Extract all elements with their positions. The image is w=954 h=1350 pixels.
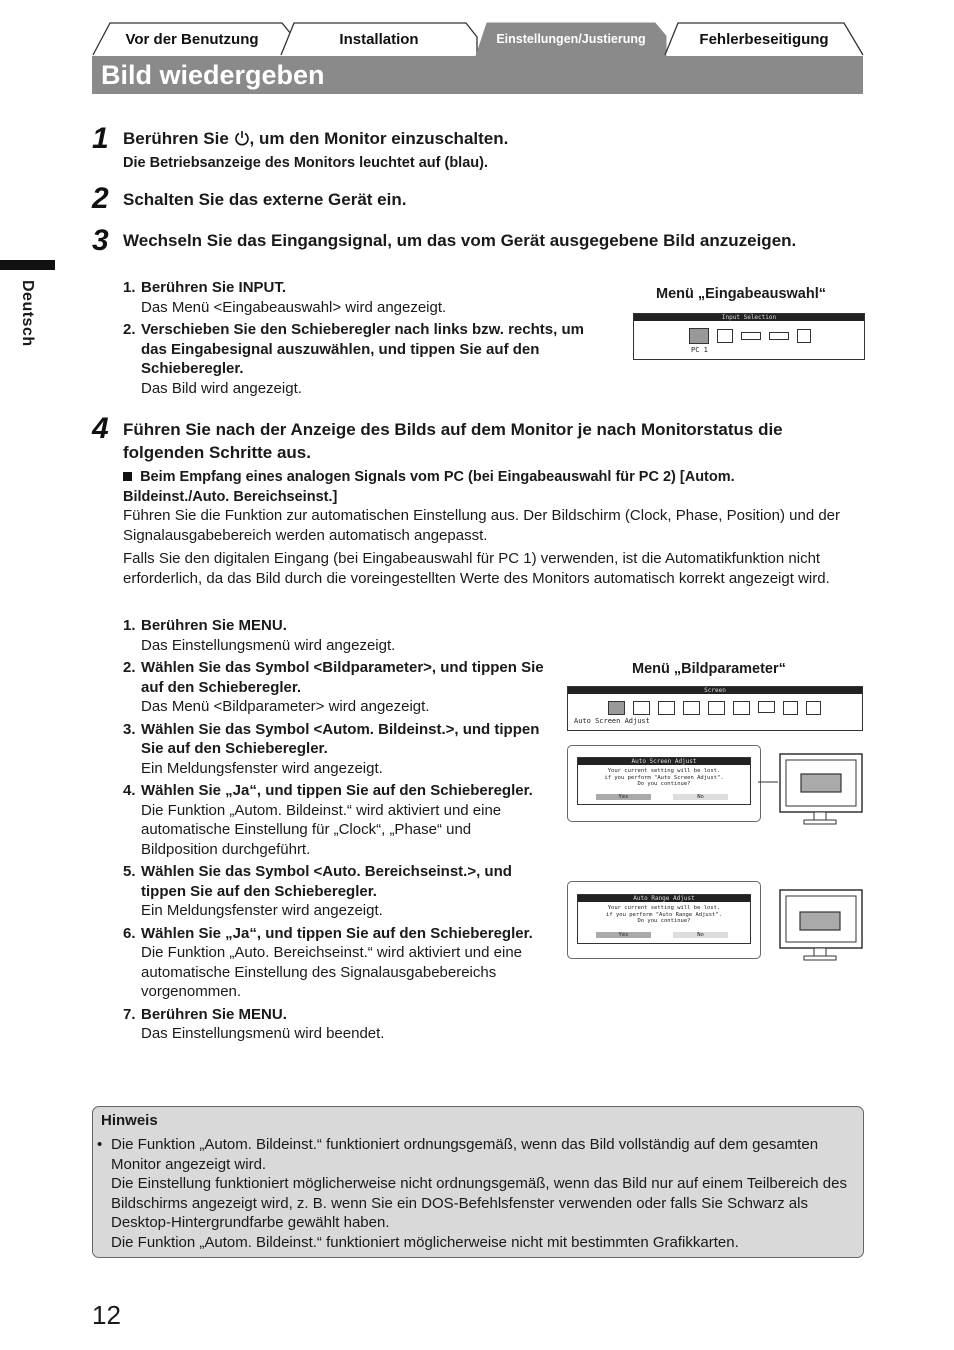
section-tabs [92, 22, 864, 56]
list-item: 2. Wählen Sie das Symbol <Bildparameter>, und tippen Sie auf den Schieberegler. Das Menü <Bildparameter> wird angezeigt. [123, 659, 544, 715]
position-icon [708, 701, 725, 715]
step-number: 4 [92, 412, 109, 445]
step1-heading-post: , um den Monitor einzuschalten. [249, 129, 509, 148]
language-label: Deutsch [19, 280, 36, 347]
title-banner [92, 56, 863, 94]
pc2-icon [717, 329, 733, 343]
step1-heading [123, 127, 508, 150]
page-number: 12 [92, 1300, 121, 1330]
list-item: 1. Berühren Sie INPUT. Das Menü <Eingabeauswahl> wird angezeigt. [123, 279, 447, 316]
video1-icon [741, 332, 761, 340]
pc1-icon [689, 328, 709, 344]
no-button[interactable]: No [673, 932, 728, 938]
dialog-line: Your current setting will be lost. [607, 768, 721, 774]
power-icon [234, 130, 250, 146]
step1-sub: Die Betriebsanzeige des Monitors leuchtet auf (blau). [123, 155, 488, 171]
step4-para1: Führen Sie die Funktion zur automatischen Einstellung aus. Der Bildschirm (Clock, Phase, Position) und der Signalausgabebereich werden automatisch angepasst. [123, 507, 841, 544]
dialog-title: Auto Screen Adjust [578, 758, 750, 765]
step4-subheading: Beim Empfang eines analogen Signals vom PC (bei Eingabeauswahl für PC 2) [Autom. Bildeinst./Auto. Bereichseinst.] [123, 469, 735, 505]
dialog-line: Your current setting will be lost. [607, 905, 721, 911]
tab-installation[interactable] [280, 22, 478, 56]
tab-label: Vor der Benutzung [125, 30, 259, 48]
step4-heading: Führen Sie nach der Anzeige des Bilds auf dem Monitor je nach Monitorstatus die folgenden Schritte aus. [123, 420, 783, 462]
tab-fehlerbeseitigung[interactable] [664, 22, 864, 56]
osd-title: Screen [568, 687, 862, 694]
bullet-icon: • [97, 1136, 103, 1153]
dialog-line: if you perform "Auto Screen Adjust". [604, 774, 724, 781]
dialog-line: if you perform "Auto Range Adjust". [606, 911, 722, 918]
yes-button[interactable]: Yes [596, 794, 651, 800]
item-bold: Berühren Sie INPUT. [141, 279, 287, 296]
step2-heading: Schalten Sie das externe Gerät ein. [123, 190, 407, 209]
auto-range-icon [633, 701, 650, 715]
step4-list [123, 616, 551, 1047]
tab-vor-der-benutzung[interactable] [92, 22, 292, 56]
square-bullet-icon [123, 472, 132, 481]
note-box [92, 1106, 864, 1258]
auto-range-dialog [577, 894, 751, 944]
tab-label: Einstellungen/Justierung [496, 32, 646, 46]
item-bold: Verschieben Sie den Schieberegler nach links bzw. rechts, um das Eingabesignal auszuwählen, und tippen Sie auf den Schieberegler. [141, 321, 584, 377]
return-icon [806, 701, 821, 715]
auto-screen-icon [608, 701, 625, 715]
step-number: 1 [92, 122, 109, 155]
list-item: 4. Wählen Sie „Ja“, und tippen Sie auf den Schieberegler. Die Funktion „Autom. Bildeinst.“ wird aktiviert und eine automatische Einstellung für „Clock“, „Phase“ und Bildposition durchgeführt. [123, 782, 533, 858]
input-icons [689, 328, 811, 344]
resolution-icon [733, 701, 750, 715]
list-item: 6. Wählen Sie „Ja“, und tippen Sie auf den Schieberegler. Die Funktion „Auto. Bereichseinst.“ wird aktiviert und eine automatische Einstellung des Signalausgabebereichs vorgenommen. [123, 924, 533, 1000]
note-title: Hinweis [101, 1112, 158, 1129]
phase-icon [683, 701, 700, 715]
osd-title: Input Selection [634, 314, 864, 321]
screen-osd [567, 686, 863, 731]
filter-icon [758, 701, 775, 713]
auto-screen-dialog [577, 757, 751, 805]
video3-icon [797, 329, 811, 343]
step4-para2: Falls Sie den digitalen Eingang (bei Eingabeauswahl für PC 1) verwenden, ist die Automatikfunktion nicht erforderlich, da das Bild durch die voreingestellten Werte des Monitors automatisch korrekt angezeigt wird. [123, 550, 830, 587]
auto-range-dialog-frame [567, 881, 761, 959]
auto-screen-dialog-frame [567, 745, 761, 822]
osd-selection: Auto Screen Adjust [574, 717, 650, 725]
video2-icon [769, 332, 789, 340]
menu-caption-input: Menü „Eingabeauswahl“ [656, 286, 826, 302]
yes-button[interactable]: Yes [596, 932, 651, 938]
note-line: Die Funktion „Autom. Bildeinst.“ funktioniert ordnungsgemäß, wenn das Bild vollständig auf dem gesamten Monitor angezeigt wird. [111, 1136, 819, 1173]
monitor-illustration-2 [778, 888, 864, 963]
step1-heading-pre: Berühren Sie [123, 129, 229, 148]
list-item: 7. Berühren Sie MENU. Das Einstellungsmenü wird beendet. [123, 1005, 385, 1042]
input-selection-osd [633, 313, 865, 360]
menu-caption-bildparameter: Menü „Bildparameter“ [632, 661, 786, 677]
item-text: Das Bild wird angezeigt. [141, 379, 302, 397]
step-number: 2 [92, 182, 109, 215]
dialog-line: Do you continue? [637, 781, 691, 787]
step-number: 3 [92, 224, 109, 257]
tab-label: Fehlerbeseitigung [699, 30, 829, 48]
note-body [97, 1135, 852, 1252]
step3-heading: Wechseln Sie das Eingangsignal, um das vom Gerät ausgegebene Bild anzuzeigen. [123, 231, 797, 250]
list-item: 2. Verschieben Sie den Schieberegler nach links bzw. rechts, um das Eingabesignal auszuwählen, und tippen Sie auf den Schieberegler. Das Bild wird angezeigt. [123, 321, 584, 397]
tab-label: Installation [339, 30, 419, 48]
list-item: 3. Wählen Sie das Symbol <Autom. Bildeinst.>, und tippen Sie auf den Schieberegler. Ein Meldungsfenster wird angezeigt. [123, 720, 540, 777]
step3-list [123, 278, 593, 401]
side-marker [0, 260, 55, 270]
screen-icons [608, 701, 821, 715]
monitor-illustration-1 [758, 752, 864, 827]
note-line: Die Einstellung funktioniert möglicherweise nicht ordnungsgemäß, wenn das Bild nur auf einem Teilbereich des Bildschirms angezeigt wird, z. B. wenn Sie ein DOS-Befehlsfenster verwenden oder falls Sie Schwarz als Desktop-Hintergrundfarbe gewählt haben. [111, 1175, 847, 1231]
item-text: Das Menü <Eingabeauswahl> wird angezeigt. [141, 298, 447, 316]
dialog-line: Do you continue? [637, 918, 691, 924]
page-title: Bild wiedergeben [101, 60, 325, 90]
note-line: Die Funktion „Autom. Bildeinst.“ funktioniert möglicherweise nicht mit bestimmten Grafikkarten. [111, 1233, 739, 1251]
list-item: 1. Berühren Sie MENU. Das Einstellungsmenü wird angezeigt. [123, 617, 396, 654]
osd-selection: PC 1 [691, 346, 708, 354]
list-item: 5. Wählen Sie das Symbol <Auto. Bereichseinst.>, und tippen Sie auf den Schieberegler. Ein Meldungsfenster wird angezeigt. [123, 863, 512, 919]
dialog-title: Auto Range Adjust [578, 895, 750, 902]
no-button[interactable]: No [673, 794, 728, 800]
tab-einstellungen-justierung[interactable] [475, 22, 667, 56]
noise-icon [783, 701, 798, 715]
clock-icon [658, 701, 675, 715]
